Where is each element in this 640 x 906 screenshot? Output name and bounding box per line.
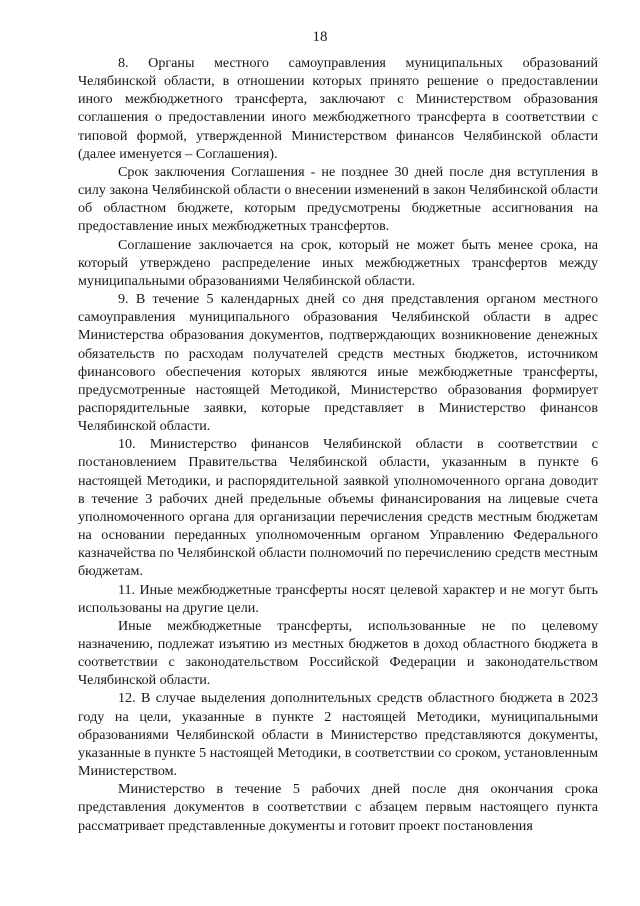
paragraph-ministry-review: Министерство в течение 5 рабочих дней после дня окончания срока представления документов в соответствии с абзацем первым настоящего пункта рассматривает представленные документы и готовит проект постановления xyxy=(78,781,598,834)
document-body xyxy=(78,54,598,835)
paragraph-item-11: 11. Иные межбюджетные трансферты носят целевой характер и не могут быть использованы на другие цели. xyxy=(78,581,598,616)
paragraph-item-10: 10. Министерство финансов Челябинской области в соответствии с постановлением Правительства Челябинской области, указанным в пункте 6 настоящей Методики, и распорядительной заявкой уполномоченного органа доводит в течение 3 рабочих дней предельные объемы финансирования на лицевые счета уполномоченного органа для организации перечисления средств местным бюджетам на основании переданных уполномоченным органом Управлению Федерального казначейства по Челябинской области полномочий по перечислению средств местным бюджетам. xyxy=(78,436,598,580)
paragraph-item-12: 12. В случае выделения дополнительных средств областного бюджета в 2023 году на цели, указанные в пункте 2 настоящей Методики, муниципальными образованиями Челябинской области в Министерство представляются документы, указанные в пункте 5 настоящей Методики, в соответствии со сроком, установленным Министерством. xyxy=(78,690,598,780)
paragraph-misuse: Иные межбюджетные трансферты, использованные не по целевому назначению, подлежат изъятию из местных бюджетов в доход областного бюджета в соответствии с законодательством Российской Федерации и законодательством Челябинской области. xyxy=(78,617,598,689)
paragraph-agreement-deadline: Срок заключения Соглашения - не позднее 30 дней после дня вступления в силу закона Челябинской области о внесении изменений в закон Челябинской области об областном бюджете, которым предусмотрены бюджетные ассигнования на предоставление иных межбюджетных трансфертов. xyxy=(78,163,598,235)
paragraph-item-9: 9. В течение 5 календарных дней со дня представления органом местного самоуправления муниципального образования Челябинской области в адрес Министерства образования документов, подтверждающих возникновение денежных обязательств по расходам получателей средств местных бюджетов, источником финансового обеспечения которых являются иные межбюджетные трансферты, предусмотренные настоящей Методикой, Министерство образования формирует распорядительные заявки, которые представляет в Министерство финансов Челябинской области. xyxy=(78,291,598,435)
paragraph-agreement-term: Соглашение заключается на срок, который не может быть менее срока, на который утверждено распределение иных межбюджетных трансфертов между муниципальными образованиями Челябинской области. xyxy=(78,236,598,289)
paragraph-item-8: 8. Органы местного самоуправления муниципальных образований Челябинской области, в отношении которых принято решение о предоставлении иного межбюджетного трансферта, заключают с Министерством образования соглашения о предоставлении иного межбюджетного трансферта в соответствии с типовой формой, утвержденной Министерством финансов Челябинской области (далее именуется – Соглашения). xyxy=(78,55,598,162)
page-number: 18 xyxy=(312,29,328,45)
